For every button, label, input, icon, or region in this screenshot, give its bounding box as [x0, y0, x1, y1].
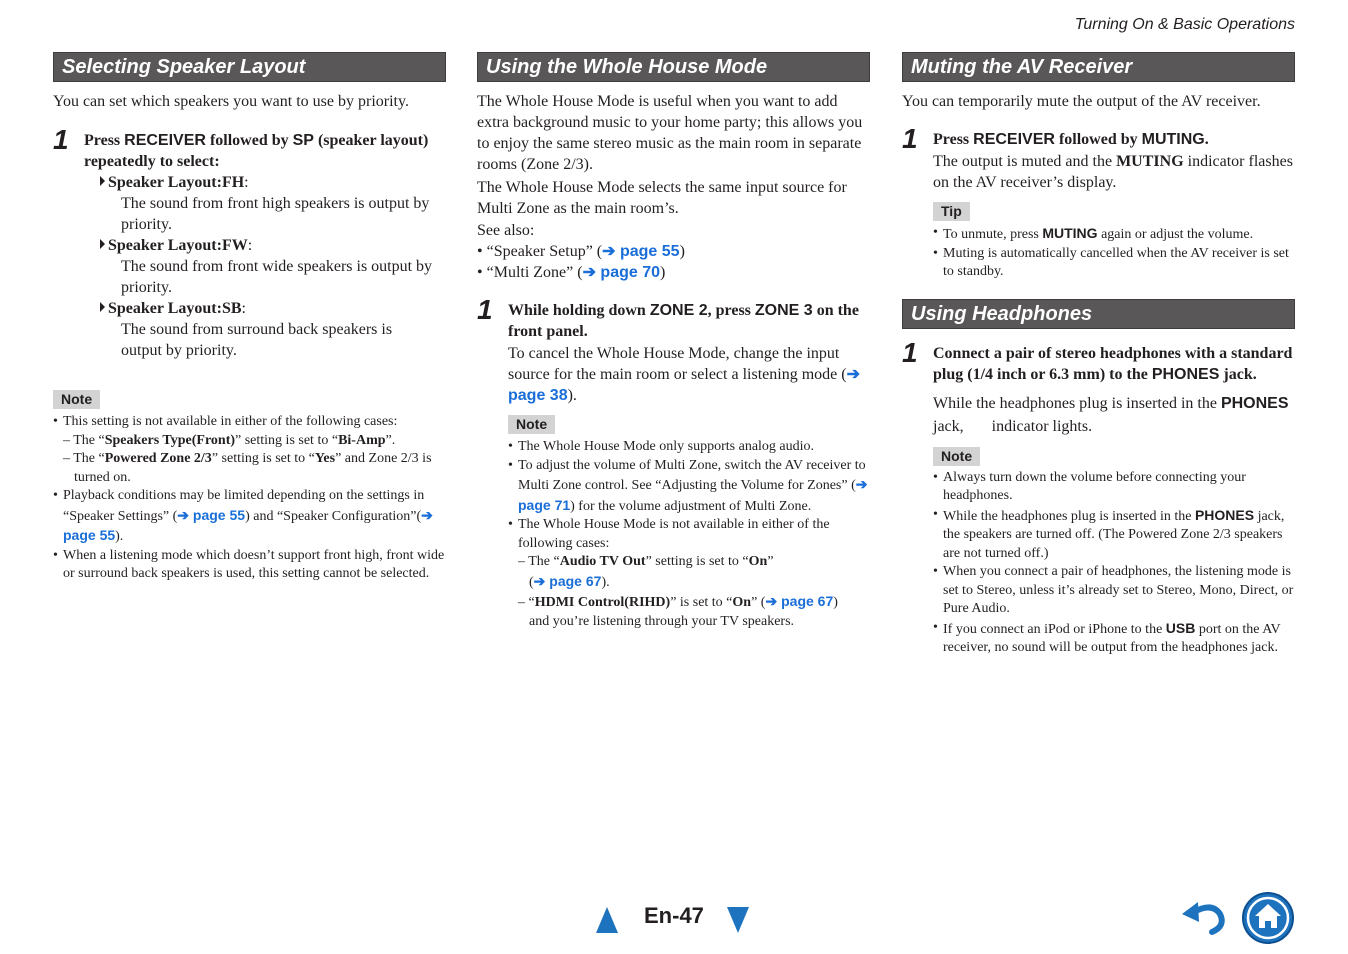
- step-number: 1: [902, 336, 918, 368]
- triangle-bullet-icon: [100, 239, 105, 249]
- step-number: 1: [53, 124, 69, 155]
- step-1: [477, 294, 870, 631]
- page-link[interactable]: ➔ page 71: [518, 476, 868, 513]
- step-1: [53, 124, 446, 361]
- option-fw-desc: The sound from front wide speakers is output by priority.: [121, 258, 433, 296]
- back-arrow-icon[interactable]: [1182, 898, 1228, 943]
- note-label: Note: [933, 447, 980, 466]
- home-icon[interactable]: [1241, 891, 1295, 950]
- note-label: Note: [508, 415, 555, 434]
- note-item: • While the headphones plug is inserted in the PHONES jack, the speakers are turned off. (The Powered Zone 2/3 speakers are not turned off.): [933, 506, 1295, 564]
- zone2-key: ZONE 2: [649, 302, 708, 319]
- running-header: Turning On & Basic Operations: [1074, 16, 1295, 33]
- note-label: Note: [53, 390, 100, 409]
- note-subitem: – The “Speakers Type(Front)” setting is set to “Bi-Amp”.: [63, 432, 396, 448]
- step-1: [902, 336, 1295, 658]
- step-heading: Press RECEIVER followed by MUTING.: [933, 131, 1209, 148]
- column-speaker-layout: [53, 52, 446, 584]
- triangle-down-icon[interactable]: [727, 907, 749, 938]
- note-item: • When you connect a pair of headphones, the listening mode is set to Stereo, unless it’s already set to Stereo, Mono, Direct, or Pure Audio.: [933, 563, 1295, 619]
- page-link[interactable]: ➔ page 70: [582, 264, 661, 281]
- option-sb-desc: The sound from surround back speakers is output by priority.: [121, 321, 393, 359]
- page-number: En-47: [644, 903, 704, 928]
- section-title-muting: Muting the AV Receiver: [902, 52, 1295, 82]
- page-link[interactable]: ➔ page 38: [508, 366, 860, 404]
- receiver-key: RECEIVER: [124, 132, 206, 149]
- option-fw: Speaker Layout:FW:: [100, 235, 446, 256]
- note-item: • Playback conditions may be limited depending on the settings in “Speaker Settings” (➔ page 55) and “Speaker Configuration”(➔ page 55).: [53, 487, 446, 547]
- section-title-headphones: Using Headphones: [902, 299, 1295, 329]
- column-whole-house: [477, 52, 870, 631]
- option-sb: Speaker Layout:SB:: [100, 298, 446, 319]
- page-link[interactable]: ➔ page 55: [602, 243, 680, 260]
- section-title-whole-house: Using the Whole House Mode: [477, 52, 870, 82]
- note-list: [933, 469, 1295, 658]
- section-title-speaker-layout: Selecting Speaker Layout: [53, 52, 446, 82]
- page-link[interactable]: ➔ page 67: [533, 572, 602, 589]
- see-also-list: [477, 241, 870, 283]
- note-item: • The Whole House Mode only supports analog audio.: [508, 438, 870, 457]
- step-body: While the headphones plug is inserted in the PHONES jack, indicator lights.: [933, 394, 1289, 435]
- sp-key: SP: [292, 132, 314, 149]
- triangle-up-icon[interactable]: [596, 907, 618, 938]
- note-item: • When a listening mode which doesn’t support front high, front wide or surround back speakers is used, this setting cannot be selected.: [53, 547, 446, 584]
- note-item: • Always turn down the volume before connecting your headphones.: [933, 469, 1295, 506]
- triangle-bullet-icon: [100, 176, 105, 186]
- zone3-key: ZONE 3: [754, 302, 813, 319]
- list-item: • “Speaker Setup” (➔ page 55): [477, 241, 870, 262]
- column-muting: [902, 52, 1295, 658]
- page-link[interactable]: ➔ page 55: [177, 506, 246, 523]
- note-subitem: – The “Audio TV Out” setting is set to “On”: [518, 554, 774, 569]
- triangle-bullet-icon: [100, 302, 105, 312]
- intro-text: You can temporarily mute the output of the AV receiver.: [902, 93, 1261, 110]
- option-fh: Speaker Layout:FH:: [100, 172, 446, 193]
- tip-list: [933, 224, 1295, 282]
- step-heading: While holding down ZONE 2, press ZONE 3 on the front panel.: [508, 302, 859, 340]
- step-number: 1: [477, 294, 493, 325]
- note-list: [508, 438, 870, 631]
- paragraph: The Whole House Mode is useful when you want to add extra background music to your home party; this allows you to enjoy the same stereo music as the main room in separate rooms (Zone 2/3).: [477, 93, 863, 173]
- step-1: [902, 123, 1295, 282]
- page-link[interactable]: ➔ page 67: [765, 593, 834, 609]
- note-item: • This setting is not available in either of the following cases: – The “Speakers Type(Front)” setting is set to “Bi-Amp”. – The “Powered Zone 2/3” setting is set to “Yes” and Zone 2/3 is turned on.: [53, 413, 446, 487]
- step-body: To cancel the Whole House Mode, change the input source for the main room or select a listening mode (➔ page 38).: [508, 345, 860, 404]
- see-also: See also:: [477, 222, 535, 239]
- intro-text: You can set which speakers you want to use by priority.: [53, 93, 409, 110]
- paragraph: The Whole House Mode selects the same input source for Multi Zone as the main room’s.: [477, 179, 847, 217]
- note-item: • To adjust the volume of Multi Zone, switch the AV receiver to Multi Zone control. See “Adjusting the Volume for Zones” (➔ page 71) for the volume adjustment of Multi Zone.: [508, 457, 870, 517]
- note-subitem: – “HDMI Control(RIHD)” is set to “On” (➔ page 67): [518, 593, 838, 610]
- muting-key: MUTING: [1141, 131, 1205, 148]
- phones-key: PHONES: [1151, 365, 1220, 383]
- receiver-key: RECEIVER: [973, 131, 1055, 148]
- list-item: • “Multi Zone” (➔ page 70): [477, 262, 870, 283]
- page-link[interactable]: ➔ page 55: [63, 506, 433, 543]
- step-body: The output is muted and the MUTING indicator flashes on the AV receiver’s display.: [933, 153, 1293, 191]
- tip-item: • Muting is automatically cancelled when the AV receiver is set to standby.: [933, 245, 1295, 282]
- step-number: 1: [902, 123, 918, 154]
- note-subitem-cont: and you’re listening through your TV speakers.: [529, 613, 795, 629]
- note-list: [53, 413, 446, 584]
- note-subitem-cont: (➔ page 67).: [529, 572, 610, 590]
- note-subitem: – The “Powered Zone 2/3” setting is set to “Yes” and Zone 2/3 is turned on.: [63, 451, 432, 485]
- step-heading: Press RECEIVER followed by SP (speaker layout) repeatedly to select:: [84, 132, 429, 170]
- tip-label: Tip: [933, 202, 970, 221]
- option-fh-desc: The sound from front high speakers is output by priority.: [121, 195, 430, 233]
- step-heading: Connect a pair of stereo headphones with a standard plug (1/4 inch or 6.3 mm) to the PHONES jack.: [933, 344, 1293, 383]
- note-item: • The Whole House Mode is not available in either of the following cases: – The “Audio TV Out” setting is set to “On” (➔ page 67). – “HDMI Control(RIHD)” is set to “On” (➔ page 67) and you’re listening through your TV speakers.: [508, 516, 870, 631]
- note-item: • If you connect an iPod or iPhone to the USB port on the AV receiver, no sound will be output from the headphones jack.: [933, 619, 1295, 658]
- tip-item: • To unmute, press MUTING again or adjust the volume.: [933, 224, 1295, 245]
